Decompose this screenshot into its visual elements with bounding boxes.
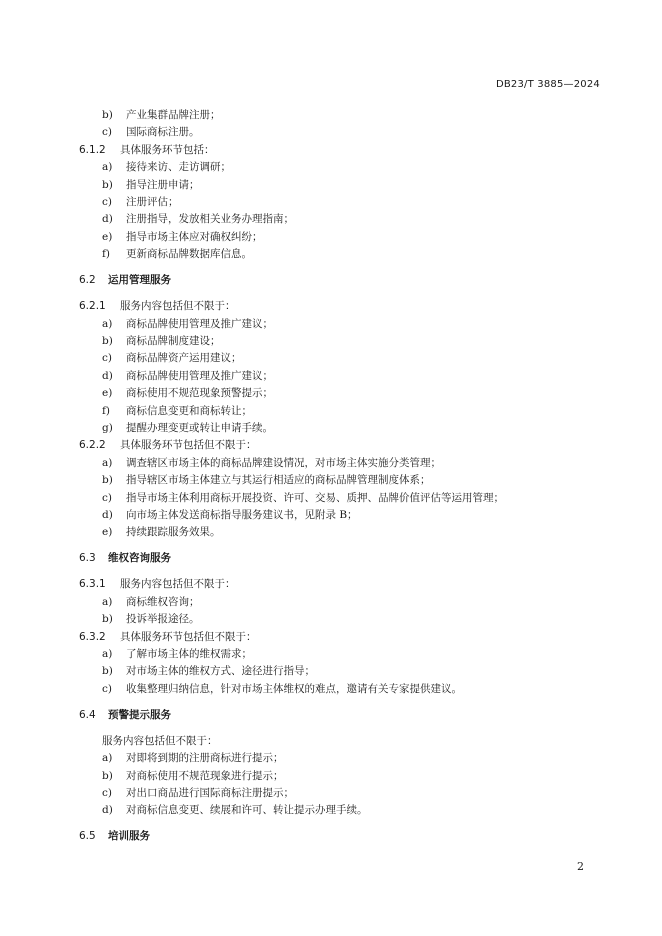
section-title: 预警提示服务 <box>108 708 171 721</box>
list-item-text: 注册评估； <box>126 196 179 208</box>
list-marker: a) <box>102 595 113 608</box>
list-item <box>102 125 200 139</box>
list-item <box>102 786 294 800</box>
clause <box>79 143 215 157</box>
clause-text: 具体服务环节包括但不限于： <box>120 630 257 643</box>
list-marker: c) <box>102 491 112 504</box>
section-title: 维权咨询服务 <box>108 552 171 565</box>
clause <box>79 577 236 591</box>
list-item-text: 对市场主体的维权方式、途径进行指导； <box>126 665 315 678</box>
list-item-text: 注册指导，发放相关业务办理指南； <box>126 213 294 226</box>
section-heading <box>79 708 171 722</box>
list-marker: a) <box>102 456 113 469</box>
clause-number: 6.2.1 <box>79 300 106 313</box>
list-item-text: 产业集群品牌注册； <box>126 109 221 121</box>
clause-number: 6.3.1 <box>79 578 106 591</box>
section-heading <box>79 273 171 287</box>
list-item <box>102 334 221 348</box>
list-marker: b) <box>102 613 113 626</box>
list-marker: e) <box>102 387 113 400</box>
list-item <box>102 647 252 661</box>
section-number: 6.5 <box>79 830 96 843</box>
list-item-text: 商标品牌资产运用建议； <box>126 352 242 365</box>
section-heading <box>79 551 171 565</box>
list-item-text: 更新商标品牌数据库信息。 <box>126 248 252 261</box>
list-item <box>102 247 252 261</box>
list-item <box>102 682 462 696</box>
clause-text: 服务内容包括但不限于： <box>120 300 236 313</box>
list-item <box>102 751 284 765</box>
list-marker: b) <box>102 335 113 347</box>
list-item <box>102 369 273 383</box>
section-title: 培训服务 <box>108 830 150 843</box>
list-marker: c) <box>102 787 112 799</box>
list-item-text: 商标维权咨询； <box>126 595 200 608</box>
list-item-text: 提醒办理变更或转让申请手续。 <box>126 422 273 434</box>
list-marker: a) <box>102 317 113 330</box>
list-marker: d) <box>102 804 113 817</box>
list-marker: f) <box>102 248 110 261</box>
list-marker: b) <box>102 109 113 121</box>
list-item <box>102 212 294 226</box>
list-item-text: 商标品牌使用管理及推广建议； <box>126 369 273 382</box>
list-item-text: 国际商标注册。 <box>126 126 200 139</box>
list-item <box>102 803 368 817</box>
paragraph-text: 服务内容包括但不限于： <box>102 734 218 747</box>
list-item-text: 收集整理归纳信息，针对市场主体维权的难点，邀请有关专家提供建议。 <box>126 682 462 695</box>
list-marker: c) <box>102 126 112 139</box>
section-number: 6.4 <box>79 708 96 721</box>
list-item-text: 对商标使用不规范现象进行提示； <box>126 769 284 782</box>
section-number: 6.2 <box>79 274 96 287</box>
list-item <box>102 351 242 365</box>
list-item-text: 接待来访、走访调研； <box>126 161 231 174</box>
list-item-text: 对即将到期的注册商标进行提示； <box>126 752 284 765</box>
clause-text: 具体服务环节包括但不限于： <box>120 439 257 452</box>
list-item <box>102 386 273 400</box>
list-marker: b) <box>102 474 113 487</box>
list-item-text: 持续跟踪服务效果。 <box>126 526 221 539</box>
page-number: 2 <box>577 860 584 873</box>
list-item-text: 指导市场主体利用商标开展投资、许可、交易、质押、品牌价值评估等运用管理； <box>126 491 504 504</box>
list-item <box>102 195 179 209</box>
list-item <box>102 769 284 783</box>
list-item-text: 指导市场主体应对确权纠纷； <box>126 230 263 243</box>
clause-number: 6.2.2 <box>79 439 106 452</box>
list-item-text: 商标品牌使用管理及推广建议； <box>126 317 273 330</box>
list-marker: b) <box>102 178 113 191</box>
list-item <box>102 456 441 470</box>
list-item <box>102 317 273 331</box>
list-marker: b) <box>102 769 113 782</box>
list-item <box>102 160 231 174</box>
clause <box>79 299 236 313</box>
list-item <box>102 473 431 487</box>
list-marker: d) <box>102 213 113 226</box>
list-item-text: 投诉举报途径。 <box>126 613 200 626</box>
clause <box>79 438 257 452</box>
list-item <box>102 108 221 122</box>
list-item-text: 调查辖区市场主体的商标品牌建设情况，对市场主体实施分类管理； <box>126 456 441 469</box>
clause <box>79 630 257 644</box>
clause-text: 具体服务环节包括： <box>120 143 215 156</box>
list-item <box>102 421 273 435</box>
list-item <box>102 508 358 522</box>
list-item <box>102 525 221 539</box>
list-item-text: 对商标信息变更、续展和许可、转让提示办理手续。 <box>126 804 368 817</box>
list-marker: b) <box>102 665 113 678</box>
clause-number: 6.3.2 <box>79 630 106 643</box>
clause-text: 服务内容包括但不限于： <box>120 578 236 591</box>
list-item <box>102 664 315 678</box>
list-marker: c) <box>102 196 112 208</box>
list-marker: d) <box>102 509 113 521</box>
section-heading <box>79 829 150 843</box>
list-item <box>102 491 504 505</box>
list-item-text: 指导辖区市场主体建立与其运行相适应的商标品牌管理制度体系； <box>126 474 431 487</box>
section-number: 6.3 <box>79 552 96 565</box>
list-item <box>102 595 200 609</box>
clause-number: 6.1.2 <box>79 143 106 156</box>
list-item-text: 商标使用不规范现象预警提示； <box>126 387 273 400</box>
list-marker: c) <box>102 682 112 695</box>
list-item <box>102 404 252 418</box>
list-item <box>102 230 263 244</box>
list-item <box>102 612 200 626</box>
list-marker: a) <box>102 752 113 765</box>
list-marker: f) <box>102 404 110 417</box>
list-item-text: 向市场主体发送商标指导服务建议书，见附录 B； <box>126 509 358 521</box>
document-code: DB23/T 3885—2024 <box>495 79 600 90</box>
list-item-text: 商标品牌制度建设； <box>126 335 221 347</box>
list-marker: e) <box>102 526 113 539</box>
list-item-text: 商标信息变更和商标转让； <box>126 404 252 417</box>
list-marker: d) <box>102 369 113 382</box>
list-item-text: 了解市场主体的维权需求； <box>126 648 252 660</box>
list-marker: g) <box>102 422 113 434</box>
paragraph <box>102 734 218 748</box>
list-marker: a) <box>102 161 113 174</box>
list-item-text: 指导注册申请； <box>126 178 200 191</box>
list-item-text: 对出口商品进行国际商标注册提示； <box>126 787 294 799</box>
list-marker: c) <box>102 352 112 365</box>
list-item <box>102 178 200 192</box>
section-title: 运用管理服务 <box>108 274 171 287</box>
list-marker: e) <box>102 230 113 243</box>
list-marker: a) <box>102 648 113 660</box>
